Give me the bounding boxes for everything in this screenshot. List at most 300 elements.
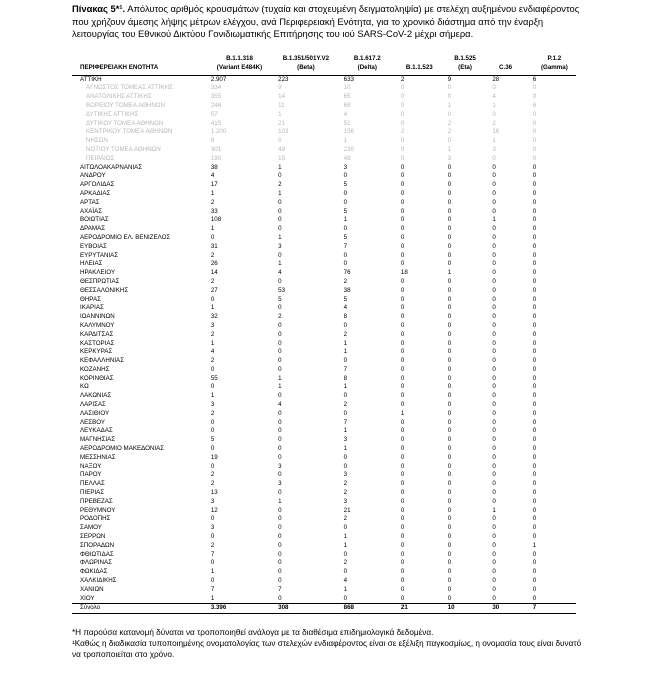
count-cell: 1 xyxy=(343,348,348,356)
count-cell: 0 xyxy=(532,577,537,585)
count-cell: 0 xyxy=(532,172,537,180)
region-name-cell: ΑΓΝΩΣΤΟΣ ΤΟΜΕΑΣ ΑΤΤΙΚΗΣ xyxy=(86,84,173,92)
count-cell: 57 xyxy=(210,110,218,118)
count-cell: 0 xyxy=(278,515,282,523)
count-cell: 53 xyxy=(278,286,286,294)
region-name-cell: ΚΕΦΑΛΛΗΝΙΑΣ xyxy=(80,357,125,365)
count-cell: 0 xyxy=(278,594,282,602)
region-name-cell: ΒΟΙΩΤΙΑΣ xyxy=(80,216,109,224)
count-cell: 0 xyxy=(532,383,537,391)
count-cell: 0 xyxy=(278,471,282,479)
count-cell: 0 xyxy=(278,427,282,435)
count-cell: 0 xyxy=(492,462,496,470)
count-cell: 2 xyxy=(210,471,215,479)
count-cell: 0 xyxy=(278,251,282,259)
region-name-cell: ΙΩΑΝΝΙΝΩΝ xyxy=(80,313,115,321)
count-cell: 0 xyxy=(447,541,452,549)
table-row xyxy=(72,348,576,357)
count-cell: 0 xyxy=(400,198,405,206)
count-cell: 5 xyxy=(278,295,282,303)
count-cell: 68 xyxy=(343,101,351,109)
count-cell: 0 xyxy=(492,489,496,497)
count-cell: 0 xyxy=(210,577,215,585)
count-cell: 0 xyxy=(532,233,537,241)
count-cell: 0 xyxy=(532,568,537,576)
count-cell: 3 xyxy=(210,321,215,329)
count-cell: 0 xyxy=(447,84,452,92)
count-cell: 0 xyxy=(278,172,282,180)
count-cell: 2 xyxy=(210,541,215,549)
count-cell: 0 xyxy=(532,427,537,435)
count-cell: 0 xyxy=(492,550,496,558)
table-row xyxy=(72,357,576,366)
total-row xyxy=(72,604,576,614)
region-name-cell: ΘΗΡΑΣ xyxy=(80,295,101,303)
count-cell: 0 xyxy=(447,533,452,541)
region-name-cell: ΧΙΟΥ xyxy=(80,594,95,602)
count-cell: 0 xyxy=(532,304,537,312)
table-row xyxy=(72,287,576,296)
count-cell: 0 xyxy=(278,409,282,417)
region-name-cell: ΑΝΑΤΟΛΙΚΗΣ ΑΤΤΙΚΗΣ xyxy=(86,93,152,101)
count-cell: 415 xyxy=(210,119,222,127)
count-cell: 0 xyxy=(492,585,496,593)
count-cell: 0 xyxy=(447,286,452,294)
count-cell: 0 xyxy=(400,295,405,303)
count-cell: 3 xyxy=(492,145,496,153)
count-cell: 0 xyxy=(492,233,496,241)
table-row xyxy=(72,542,576,551)
count-cell: 76 xyxy=(343,269,351,277)
table-row xyxy=(72,577,576,586)
count-cell: 0 xyxy=(278,577,282,585)
count-cell: 27 xyxy=(210,286,218,294)
count-cell: 0 xyxy=(492,348,496,356)
count-cell: 1 xyxy=(210,392,215,400)
region-name-cell: ΝΗΣΩΝ xyxy=(86,137,108,145)
count-cell: 0 xyxy=(447,365,452,373)
count-cell: 0 xyxy=(400,585,405,593)
table-row xyxy=(72,225,576,234)
count-cell: 1 xyxy=(210,225,215,233)
total-cell: 3.396 xyxy=(201,604,268,614)
count-cell: 0 xyxy=(400,524,405,532)
table-row xyxy=(72,278,576,287)
count-cell: 0 xyxy=(278,277,282,285)
count-cell: 0 xyxy=(532,286,537,294)
count-cell: 0 xyxy=(532,225,537,233)
count-cell: 0 xyxy=(400,216,405,224)
count-cell: 0 xyxy=(447,471,452,479)
count-cell: 2 xyxy=(343,480,348,488)
caption-label: Πίνακας 5*¹. xyxy=(72,3,126,14)
count-cell: 0 xyxy=(532,524,537,532)
count-cell: 0 xyxy=(492,365,496,373)
caption-text: Απόλυτος αριθμός κρουσμάτων (τυχαία και στοχευμένη δειγματοληψία) με στελέχη αυξημένου ενδιαφέροντος που χρήζουν άμεσης λήψης μέτρων ελέγχου, ανά Περιφερειακή Ενότητα, για το χρονικό διάστημα από την έναρξη λειτουργίας του Εθνικού Δικτύου Γονιδιωματικής Επιτήρησης του ιού SARS-CoV-2 μέχρι σήμερα. xyxy=(72,3,580,39)
count-cell: 0 xyxy=(400,594,405,602)
count-cell: 49 xyxy=(278,145,286,153)
region-name-cell: ΔΡΑΜΑΣ xyxy=(80,225,106,233)
count-cell: 334 xyxy=(210,84,222,92)
total-cell: 30 xyxy=(482,604,518,614)
region-name-cell: ΚΑΛΥΜΝΟΥ xyxy=(80,321,115,329)
count-cell: 0 xyxy=(447,260,452,268)
count-cell: 355 xyxy=(210,93,222,101)
header-c36: C.36 xyxy=(482,55,518,75)
count-cell: 48 xyxy=(343,154,351,162)
count-cell: 3 xyxy=(210,497,215,505)
count-cell: 0 xyxy=(278,207,282,215)
count-cell: 0 xyxy=(532,348,537,356)
count-cell: 21 xyxy=(343,506,351,514)
region-name-cell: ΑΡΓΟΛΙΔΑΣ xyxy=(80,181,115,189)
count-cell: 19 xyxy=(210,453,218,461)
table-row xyxy=(72,524,576,533)
table-row xyxy=(72,304,576,313)
count-cell: 0 xyxy=(532,365,537,373)
table-caption xyxy=(72,3,582,41)
count-cell: 0 xyxy=(400,559,405,567)
table-row xyxy=(72,498,576,507)
count-cell: 14 xyxy=(210,269,218,277)
count-cell: 0 xyxy=(210,515,215,523)
count-cell: 1 xyxy=(278,163,282,171)
region-name-cell: ΑΝΔΡΟΥ xyxy=(80,172,106,180)
count-cell: 0 xyxy=(210,445,215,453)
count-cell: 0 xyxy=(343,462,348,470)
table-row xyxy=(72,427,576,436)
count-cell: 0 xyxy=(492,207,496,215)
header-b16172: B.1.617.2 (Delta) xyxy=(334,55,391,75)
count-cell: 18 xyxy=(400,269,408,277)
count-cell: 0 xyxy=(532,489,537,497)
count-cell: 0 xyxy=(447,594,452,602)
count-cell: 2 xyxy=(210,357,215,365)
count-cell: 0 xyxy=(447,401,452,409)
count-cell: 0 xyxy=(400,304,405,312)
region-name-cell: ΒΟΡΕΙΟΥ ΤΟΜΕΑ ΑΘΗΝΩΝ xyxy=(86,101,165,109)
region-name-cell: ΛΑΣΙΘΙΟΥ xyxy=(80,409,110,417)
count-cell: 0 xyxy=(400,374,405,382)
count-cell: 5 xyxy=(343,207,348,215)
count-cell: 0 xyxy=(210,295,215,303)
region-name-cell: ΝΑΞΟΥ xyxy=(80,462,102,470)
count-cell: 301 xyxy=(210,145,222,153)
region-name-cell: ΧΑΝΙΩΝ xyxy=(80,585,104,593)
count-cell: 0 xyxy=(532,559,537,567)
table-row-subregion xyxy=(72,146,576,155)
table-row xyxy=(72,568,576,577)
table-row xyxy=(72,181,576,190)
count-cell: 230 xyxy=(343,145,354,153)
region-name-cell: ΦΛΩΡΙΝΑΣ xyxy=(80,559,112,567)
count-cell: 0 xyxy=(278,392,282,400)
table-row xyxy=(72,296,576,305)
count-cell: 1 xyxy=(492,101,496,109)
count-cell: 156 xyxy=(343,128,354,136)
count-cell: 16 xyxy=(492,128,500,136)
count-cell: 0 xyxy=(278,304,282,312)
count-cell: 0 xyxy=(492,383,496,391)
count-cell: 0 xyxy=(532,207,537,215)
count-cell: 0 xyxy=(278,216,282,224)
count-cell: 1 xyxy=(278,497,282,505)
table-row xyxy=(72,252,576,261)
count-cell: 0 xyxy=(278,524,282,532)
region-name-cell: ΛΑΚΩΝΙΑΣ xyxy=(80,392,112,400)
region-name-cell: ΝΟΤΙΟΥ ΤΟΜΕΑ ΑΘΗΝΩΝ xyxy=(86,145,161,153)
count-cell: 0 xyxy=(492,260,496,268)
region-name-cell: ΑΕΡΟΔΡΟΜΙΟ ΜΑΚΕΔΟΝΙΑΣ xyxy=(80,445,165,453)
count-cell: 0 xyxy=(400,515,405,523)
count-cell: 0 xyxy=(492,172,496,180)
count-cell: 0 xyxy=(343,524,348,532)
count-cell: 3 xyxy=(343,436,348,444)
count-cell: 0 xyxy=(400,427,405,435)
count-cell: 0 xyxy=(447,409,452,417)
count-cell: 4 xyxy=(492,93,496,101)
region-name-cell: ΦΘΙΩΤΙΔΑΣ xyxy=(80,550,114,558)
count-cell: 0 xyxy=(447,453,452,461)
count-cell: 0 xyxy=(343,189,348,197)
table-footer xyxy=(72,604,576,614)
table-row xyxy=(72,419,576,428)
count-cell: 0 xyxy=(492,559,496,567)
header-b1351: B.1.351/501Y.V2 (Beta) xyxy=(268,55,333,75)
count-cell: 0 xyxy=(532,471,537,479)
region-name-cell: ΚΟΖΑΝΗΣ xyxy=(80,365,110,373)
count-cell: 0 xyxy=(278,321,282,329)
count-cell: 0 xyxy=(492,480,496,488)
count-cell: 7 xyxy=(210,585,215,593)
count-cell: 0 xyxy=(492,295,496,303)
count-cell: 2 xyxy=(343,401,348,409)
table-row xyxy=(72,260,576,269)
count-cell: 3 xyxy=(278,462,282,470)
count-cell: 0 xyxy=(532,585,537,593)
count-cell: 0 xyxy=(447,137,452,145)
count-cell: 0 xyxy=(343,260,348,268)
count-cell: 12 xyxy=(210,506,218,514)
count-cell: 0 xyxy=(492,330,496,338)
count-cell: 1 xyxy=(278,233,282,241)
table-row xyxy=(72,533,576,542)
count-cell: 0 xyxy=(492,198,496,206)
count-cell: 0 xyxy=(447,436,452,444)
count-cell: 0 xyxy=(532,137,537,145)
count-cell: 0 xyxy=(400,418,405,426)
count-cell: 0 xyxy=(492,401,496,409)
region-name-cell: ΚΕΡΚΥΡΑΣ xyxy=(80,348,113,356)
region-name-cell: ΧΑΛΚΙΔΙΚΗΣ xyxy=(80,577,117,585)
count-cell: 0 xyxy=(447,550,452,558)
count-cell: 2 xyxy=(343,330,348,338)
count-cell: 2 xyxy=(492,119,496,127)
count-cell: 0 xyxy=(400,577,405,585)
count-cell: 0 xyxy=(447,321,452,329)
count-cell: 0 xyxy=(343,594,348,602)
table-row xyxy=(72,243,576,252)
count-cell: 3 xyxy=(210,401,215,409)
count-cell: 2 xyxy=(447,128,452,136)
count-cell: 0 xyxy=(400,365,405,373)
count-cell: 0 xyxy=(492,225,496,233)
count-cell: 0 xyxy=(343,392,348,400)
table-row xyxy=(72,471,576,480)
region-name-cell: ΦΩΚΙΔΑΣ xyxy=(80,568,108,576)
table-row xyxy=(72,401,576,410)
count-cell: 0 xyxy=(343,225,348,233)
count-cell: 0 xyxy=(400,277,405,285)
count-cell: 0 xyxy=(278,330,282,338)
count-cell: 1 xyxy=(210,594,215,602)
count-cell: 0 xyxy=(447,233,452,241)
count-cell: 0 xyxy=(400,137,405,145)
table-row xyxy=(72,366,576,375)
count-cell: 31 xyxy=(210,242,218,250)
count-cell: 15 xyxy=(278,154,286,162)
table-row-subregion xyxy=(72,137,576,146)
count-cell: 2 xyxy=(400,75,405,83)
count-cell: 28 xyxy=(492,75,500,83)
count-cell: 0 xyxy=(492,568,496,576)
count-cell: 0 xyxy=(532,251,537,259)
count-cell: 4 xyxy=(343,110,348,118)
count-cell: 0 xyxy=(400,506,405,514)
region-name-cell: ΘΕΣΠΡΩΤΙΑΣ xyxy=(80,277,120,285)
count-cell: 0 xyxy=(278,357,282,365)
count-cell: 0 xyxy=(400,348,405,356)
count-cell: 7 xyxy=(343,242,348,250)
count-cell: 0 xyxy=(278,348,282,356)
count-cell: 11 xyxy=(278,101,285,109)
count-cell: 9 xyxy=(447,75,452,83)
count-cell: 0 xyxy=(400,453,405,461)
region-name-cell: ΣΑΜΟΥ xyxy=(80,524,102,532)
count-cell: 0 xyxy=(400,339,405,347)
count-cell: 1 xyxy=(343,585,348,593)
footnotes xyxy=(72,627,582,661)
table-row xyxy=(72,445,576,454)
count-cell: 0 xyxy=(447,295,452,303)
count-cell: 0 xyxy=(492,418,496,426)
count-cell: 14 xyxy=(278,93,286,101)
count-cell: 108 xyxy=(210,216,222,224)
count-cell: 26 xyxy=(210,260,218,268)
region-name-cell: ΑΤΤΙΚΗ xyxy=(80,75,102,83)
count-cell: 0 xyxy=(447,392,452,400)
count-cell: 0 xyxy=(400,313,405,321)
count-cell: 0 xyxy=(492,339,496,347)
count-cell: 0 xyxy=(400,189,405,197)
region-name-cell: ΜΕΣΣΗΝΙΑΣ xyxy=(80,453,116,461)
count-cell: 0 xyxy=(532,418,537,426)
count-cell: 1 xyxy=(278,110,282,118)
count-cell: 0 xyxy=(400,233,405,241)
count-cell: 3 xyxy=(210,524,215,532)
count-cell: 0 xyxy=(400,392,405,400)
count-cell: 0 xyxy=(447,445,452,453)
header-p12: P.1.2 (Gamma) xyxy=(519,55,576,75)
count-cell: 0 xyxy=(532,93,537,101)
count-cell: 0 xyxy=(400,181,405,189)
count-cell: 0 xyxy=(278,418,282,426)
count-cell: 0 xyxy=(532,154,537,162)
count-cell: 0 xyxy=(400,172,405,180)
table-row xyxy=(72,463,576,472)
region-name-cell: ΣΠΟΡΑΔΩΝ xyxy=(80,541,115,549)
count-cell: 0 xyxy=(492,524,496,532)
header-row xyxy=(72,55,576,75)
count-cell: 0 xyxy=(447,277,452,285)
count-cell: 1 xyxy=(210,568,215,576)
count-cell: 0 xyxy=(532,110,537,118)
count-cell: 1 xyxy=(492,506,496,514)
region-name-cell: ΜΑΓΝΗΣΙΑΣ xyxy=(80,436,116,444)
footnote-1: *Η παρούσα κατανομή δύναται να τροποποιηθεί ανάλογα με τα διαθέσιμα επιδημιολογικά δεδομένα. xyxy=(72,628,434,637)
count-cell: 0 xyxy=(532,260,537,268)
count-cell: 0 xyxy=(532,189,537,197)
region-name-cell: ΗΛΕΙΑΣ xyxy=(80,260,103,268)
table-row xyxy=(72,489,576,498)
table-header xyxy=(72,55,576,75)
count-cell: 0 xyxy=(492,541,496,549)
count-cell: 1 xyxy=(343,339,348,347)
count-cell: 0 xyxy=(278,550,282,558)
count-cell: 1 xyxy=(492,137,496,145)
table-row-subregion xyxy=(72,120,576,129)
count-cell: 0 xyxy=(447,251,452,259)
count-cell: 0 xyxy=(532,401,537,409)
count-cell: 0 xyxy=(278,436,282,444)
count-cell: 0 xyxy=(492,357,496,365)
count-cell: 0 xyxy=(447,189,452,197)
region-name-cell: ΠΙΕΡΙΑΣ xyxy=(80,489,105,497)
count-cell: 0 xyxy=(447,524,452,532)
region-name-cell: ΚΑΣΤΟΡΙΑΣ xyxy=(80,339,115,347)
count-cell: 2 xyxy=(400,128,405,136)
count-cell: 0 xyxy=(278,489,282,497)
count-cell: 0 xyxy=(532,119,537,127)
count-cell: 0 xyxy=(447,497,452,505)
count-cell: 1.200 xyxy=(210,128,227,136)
count-cell: 223 xyxy=(278,75,289,83)
table-row-subregion xyxy=(72,102,576,111)
count-cell: 0 xyxy=(400,93,405,101)
count-cell: 0 xyxy=(447,515,452,523)
count-cell: 0 xyxy=(400,119,405,127)
count-cell: 0 xyxy=(447,181,452,189)
region-name-cell: ΑΡΤΑΣ xyxy=(80,198,100,206)
total-label: Σύνολο xyxy=(72,604,201,614)
count-cell: 1 xyxy=(447,269,452,277)
region-name-cell: ΑΡΚΑΔΙΑΣ xyxy=(80,189,111,197)
count-cell: 0 xyxy=(400,568,405,576)
table-row xyxy=(72,392,576,401)
count-cell: 0 xyxy=(532,313,537,321)
count-cell: 1 xyxy=(492,216,496,224)
count-cell: 0 xyxy=(492,84,496,92)
count-cell: 0 xyxy=(532,409,537,417)
count-cell: 0 xyxy=(532,84,537,92)
footnote-2: ¹Καθώς η διαδικασία τυποποιημένης ονοματολογίας των στελεχών ενδιαφέροντος είναι σε εξέλιξη παγκοσμίως, η ονομασία τους είναι δυνατό να τροποποιείται στο χρόνο. xyxy=(72,639,582,660)
region-name-cell: ΛΕΥΚΑΔΑΣ xyxy=(80,427,113,435)
count-cell: 0 xyxy=(492,154,496,162)
count-cell: 3 xyxy=(343,497,348,505)
count-cell: 0 xyxy=(210,418,215,426)
count-cell: 0 xyxy=(492,313,496,321)
count-cell: 0 xyxy=(532,480,537,488)
